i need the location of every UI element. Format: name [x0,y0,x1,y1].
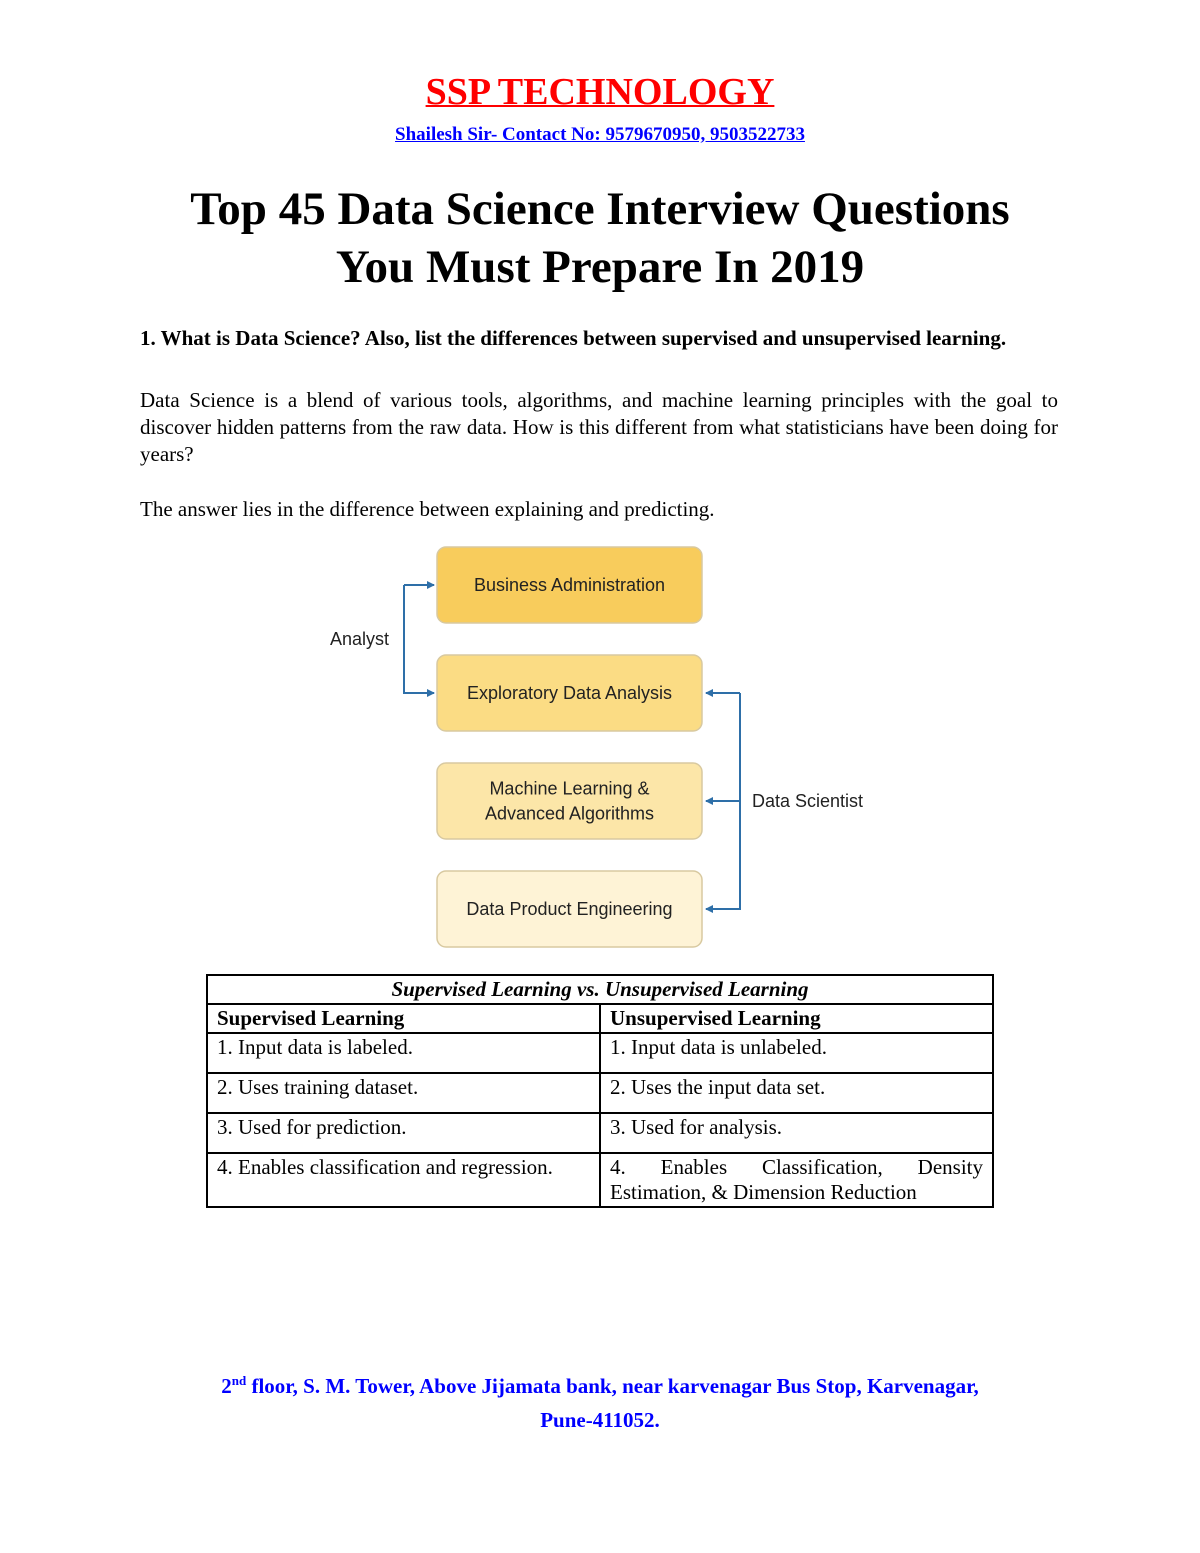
title-line-1: Top 45 Data Science Interview Questions [190,183,1010,235]
answer-text: The answer lies in the difference between explaining and predicting. [140,497,715,521]
question-paragraph: Data Science is a blend of various tools, algorithms, and machine learning principles with the goal to discover hidden patterns from the raw data. How is this different from what statisticians have been doing for years? [140,388,1058,466]
diagram-box-label: Exploratory Data Analysis [466,683,673,703]
table-header-unsupervised: Unsupervised Learning [600,1004,993,1033]
table-cell: 2. Uses training dataset. [207,1073,600,1113]
comparison-table [206,974,994,1208]
diagram-box [437,763,702,839]
footer-line-1 [100,1364,1100,1403]
table-cell: 1. Input data is unlabeled. [600,1033,993,1073]
footer-line-2: Pune-411052. [540,1408,660,1432]
analyst-data-scientist-diagram [310,540,910,960]
diagram-box-label: Business Administration [473,575,666,595]
diagram-box-label: Machine Learning & [489,778,650,799]
table-cell: 2. Uses the input data set. [600,1073,993,1113]
floor-number: 2 [221,1374,232,1398]
table-cell: 3. Used for prediction. [207,1113,600,1153]
diagram-box-label: Advanced Algorithms [484,803,655,824]
table-cell: 3. Used for analysis. [600,1113,993,1153]
table-row [207,1033,993,1073]
table-cell: 4. Enables Classification, Density Estimation, & Dimension Reduction [600,1153,993,1207]
brand-title: SSP TECHNOLOGY [425,71,775,113]
table-caption: Supervised Learning vs. Unsupervised Learning [207,975,993,1004]
title-line-2: You Must Prepare In 2019 [335,241,865,293]
footer-address [100,1364,1100,1437]
footer-line-1-text: floor, S. M. Tower, Above Jijamata bank, near karvenagar Bus Stop, Karvenagar, [246,1374,979,1398]
analyst-bracket [404,585,434,693]
contact-link[interactable]: Shailesh Sir- Contact No: 9579670950, 9503522733 [395,124,805,145]
table-row [207,1153,993,1207]
analyst-label: Analyst [330,629,390,649]
data-scientist-label: Data Scientist [752,791,864,811]
floor-suffix: nd [231,1373,247,1388]
question-heading: 1. What is Data Science? Also, list the differences between supervised and unsupervised learning. [140,326,1007,350]
table-cell: 1. Input data is labeled. [207,1033,600,1073]
table-row [207,1073,993,1113]
table-cell: 4. Enables classification and regression. [207,1153,600,1207]
page-title [100,180,1100,296]
diagram-box-label: Data Product Engineering [466,899,673,919]
table-row [207,1113,993,1153]
table-header-supervised: Supervised Learning [207,1004,600,1033]
